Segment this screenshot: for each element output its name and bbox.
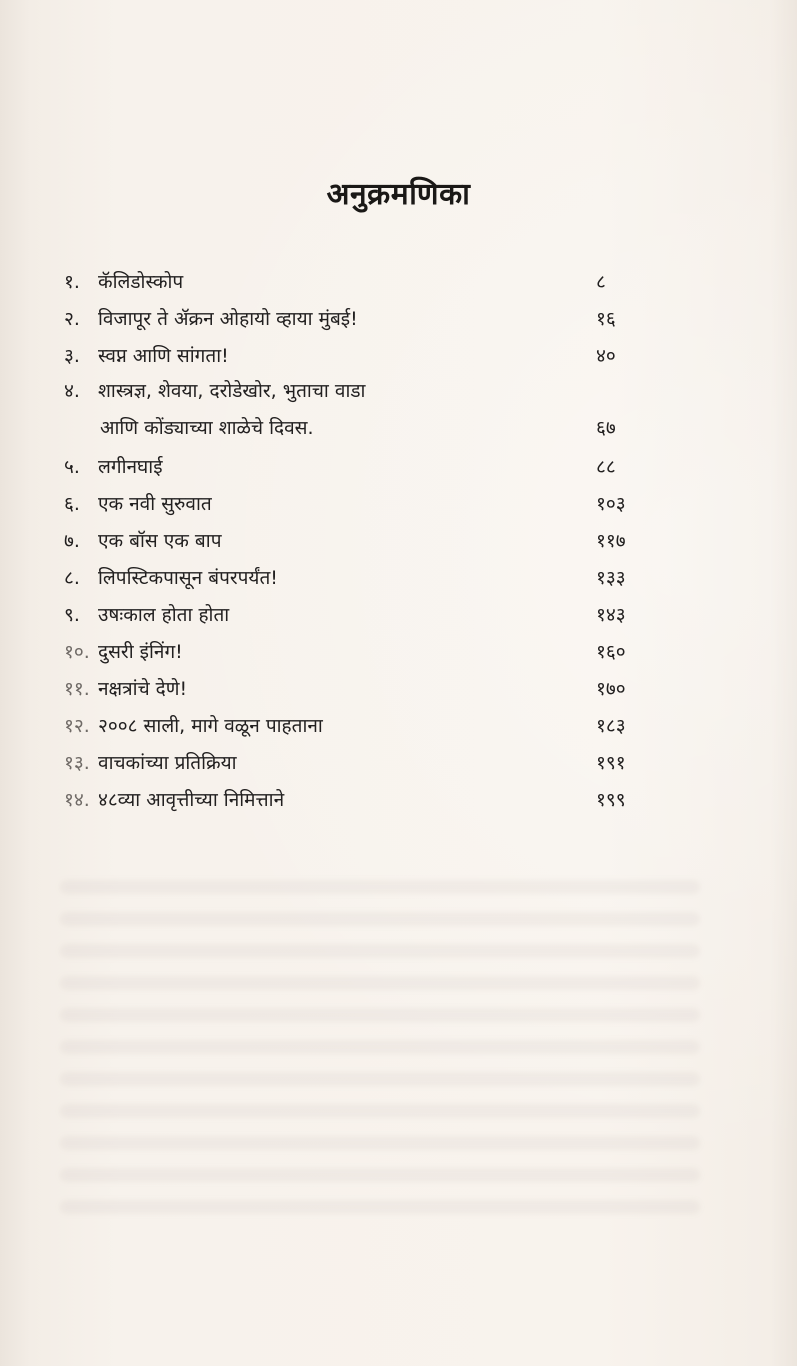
toc-entry-page: ११७ (596, 529, 626, 552)
showthrough-decoration (60, 1200, 700, 1214)
toc-entry-title: दुसरी इंनिंग! (98, 640, 183, 663)
toc-entry (64, 780, 644, 817)
toc-entry-number: ३. (64, 344, 80, 367)
showthrough-decoration (60, 1104, 700, 1118)
toc-entry-number: १३. (64, 751, 90, 774)
toc-entry (64, 743, 644, 780)
toc-entry (64, 299, 644, 336)
toc-entry-title: ४८व्या आवृत्तीच्या निमित्ताने (98, 788, 285, 811)
page-title: अनुक्रमणिका (326, 177, 471, 213)
toc-entry-page: १९१ (596, 751, 626, 774)
toc-entry-page: ४० (596, 344, 616, 367)
toc-entry-title-line1: शास्त्रज्ञ, शेवया, दरोडेखोर, भुताचा वाडा (98, 380, 366, 402)
toc-entry-number: ४. (64, 380, 80, 402)
toc-entry-page: १६ (596, 307, 616, 330)
toc-entry-title (98, 373, 644, 447)
toc-entry-page: १९९ (596, 788, 626, 811)
toc-entry (64, 447, 644, 484)
toc-entry-title: एक बॉस एक बाप (98, 529, 222, 552)
toc-entry (64, 262, 644, 299)
toc-entry-title: लगीनघाई (98, 455, 163, 478)
toc-entry (64, 484, 644, 521)
toc-entry (64, 373, 644, 447)
table-of-contents (64, 262, 644, 817)
toc-entry-number: १४. (64, 788, 90, 811)
toc-entry-page: १४३ (596, 603, 626, 626)
toc-entry-title: कॅलिडोस्कोप (98, 270, 184, 293)
toc-entry-number: २. (64, 307, 80, 330)
toc-entry-title: २००८ साली, मागे वळून पाहताना (98, 714, 323, 737)
toc-entry-title: स्वप्न आणि सांगता! (98, 344, 229, 367)
showthrough-decoration (60, 1136, 700, 1150)
toc-entry-title: उषःकाल होता होता (98, 603, 230, 626)
toc-entry (64, 669, 644, 706)
toc-entry-title: नक्षत्रांचे देणे! (98, 677, 188, 700)
toc-entry (64, 521, 644, 558)
toc-entry (64, 706, 644, 743)
toc-entry-number: ६. (64, 492, 80, 515)
toc-entry-title: लिपस्टिकपासून बंपरपर्यंत! (98, 566, 278, 589)
toc-entry-title: एक नवी सुरुवात (98, 492, 212, 515)
showthrough-decoration (60, 1072, 700, 1086)
toc-entry-number: १. (64, 270, 80, 293)
toc-entry-page: १३३ (596, 566, 626, 589)
toc-entry-number: १०. (64, 640, 90, 663)
toc-entry-number: ९. (64, 603, 80, 626)
showthrough-decoration (60, 944, 700, 958)
toc-entry-number: ११. (64, 677, 90, 700)
toc-entry-page: १६० (596, 640, 626, 663)
toc-entry-page: १७० (596, 677, 626, 700)
toc-entry (64, 558, 644, 595)
toc-entry-number: ७. (64, 529, 80, 552)
toc-entry-page: ६७ (596, 417, 616, 439)
toc-entry-title: वाचकांच्या प्रतिक्रिया (98, 751, 237, 774)
toc-entry-page: ८८ (596, 455, 616, 478)
toc-entry (64, 595, 644, 632)
toc-entry-page: १८३ (596, 714, 626, 737)
showthrough-decoration (60, 976, 700, 990)
showthrough-decoration (60, 880, 700, 894)
toc-entry-title-line2: आणि कोंड्याच्या शाळेचे दिवस. (100, 417, 314, 439)
showthrough-decoration (60, 912, 700, 926)
toc-entry-title: विजापूर ते ॲक्रन ओहायो व्हाया मुंबई! (98, 307, 358, 330)
toc-entry-page: १०३ (596, 492, 626, 515)
toc-entry-number: ८. (64, 566, 80, 589)
showthrough-decoration (60, 1008, 700, 1022)
showthrough-decoration (60, 1168, 700, 1182)
toc-entry (64, 336, 644, 373)
toc-entry (64, 632, 644, 669)
toc-entry-number: १२. (64, 714, 90, 737)
toc-entry-number: ५. (64, 455, 80, 478)
toc-entry-page: ८ (596, 270, 606, 293)
showthrough-decoration (60, 1040, 700, 1054)
